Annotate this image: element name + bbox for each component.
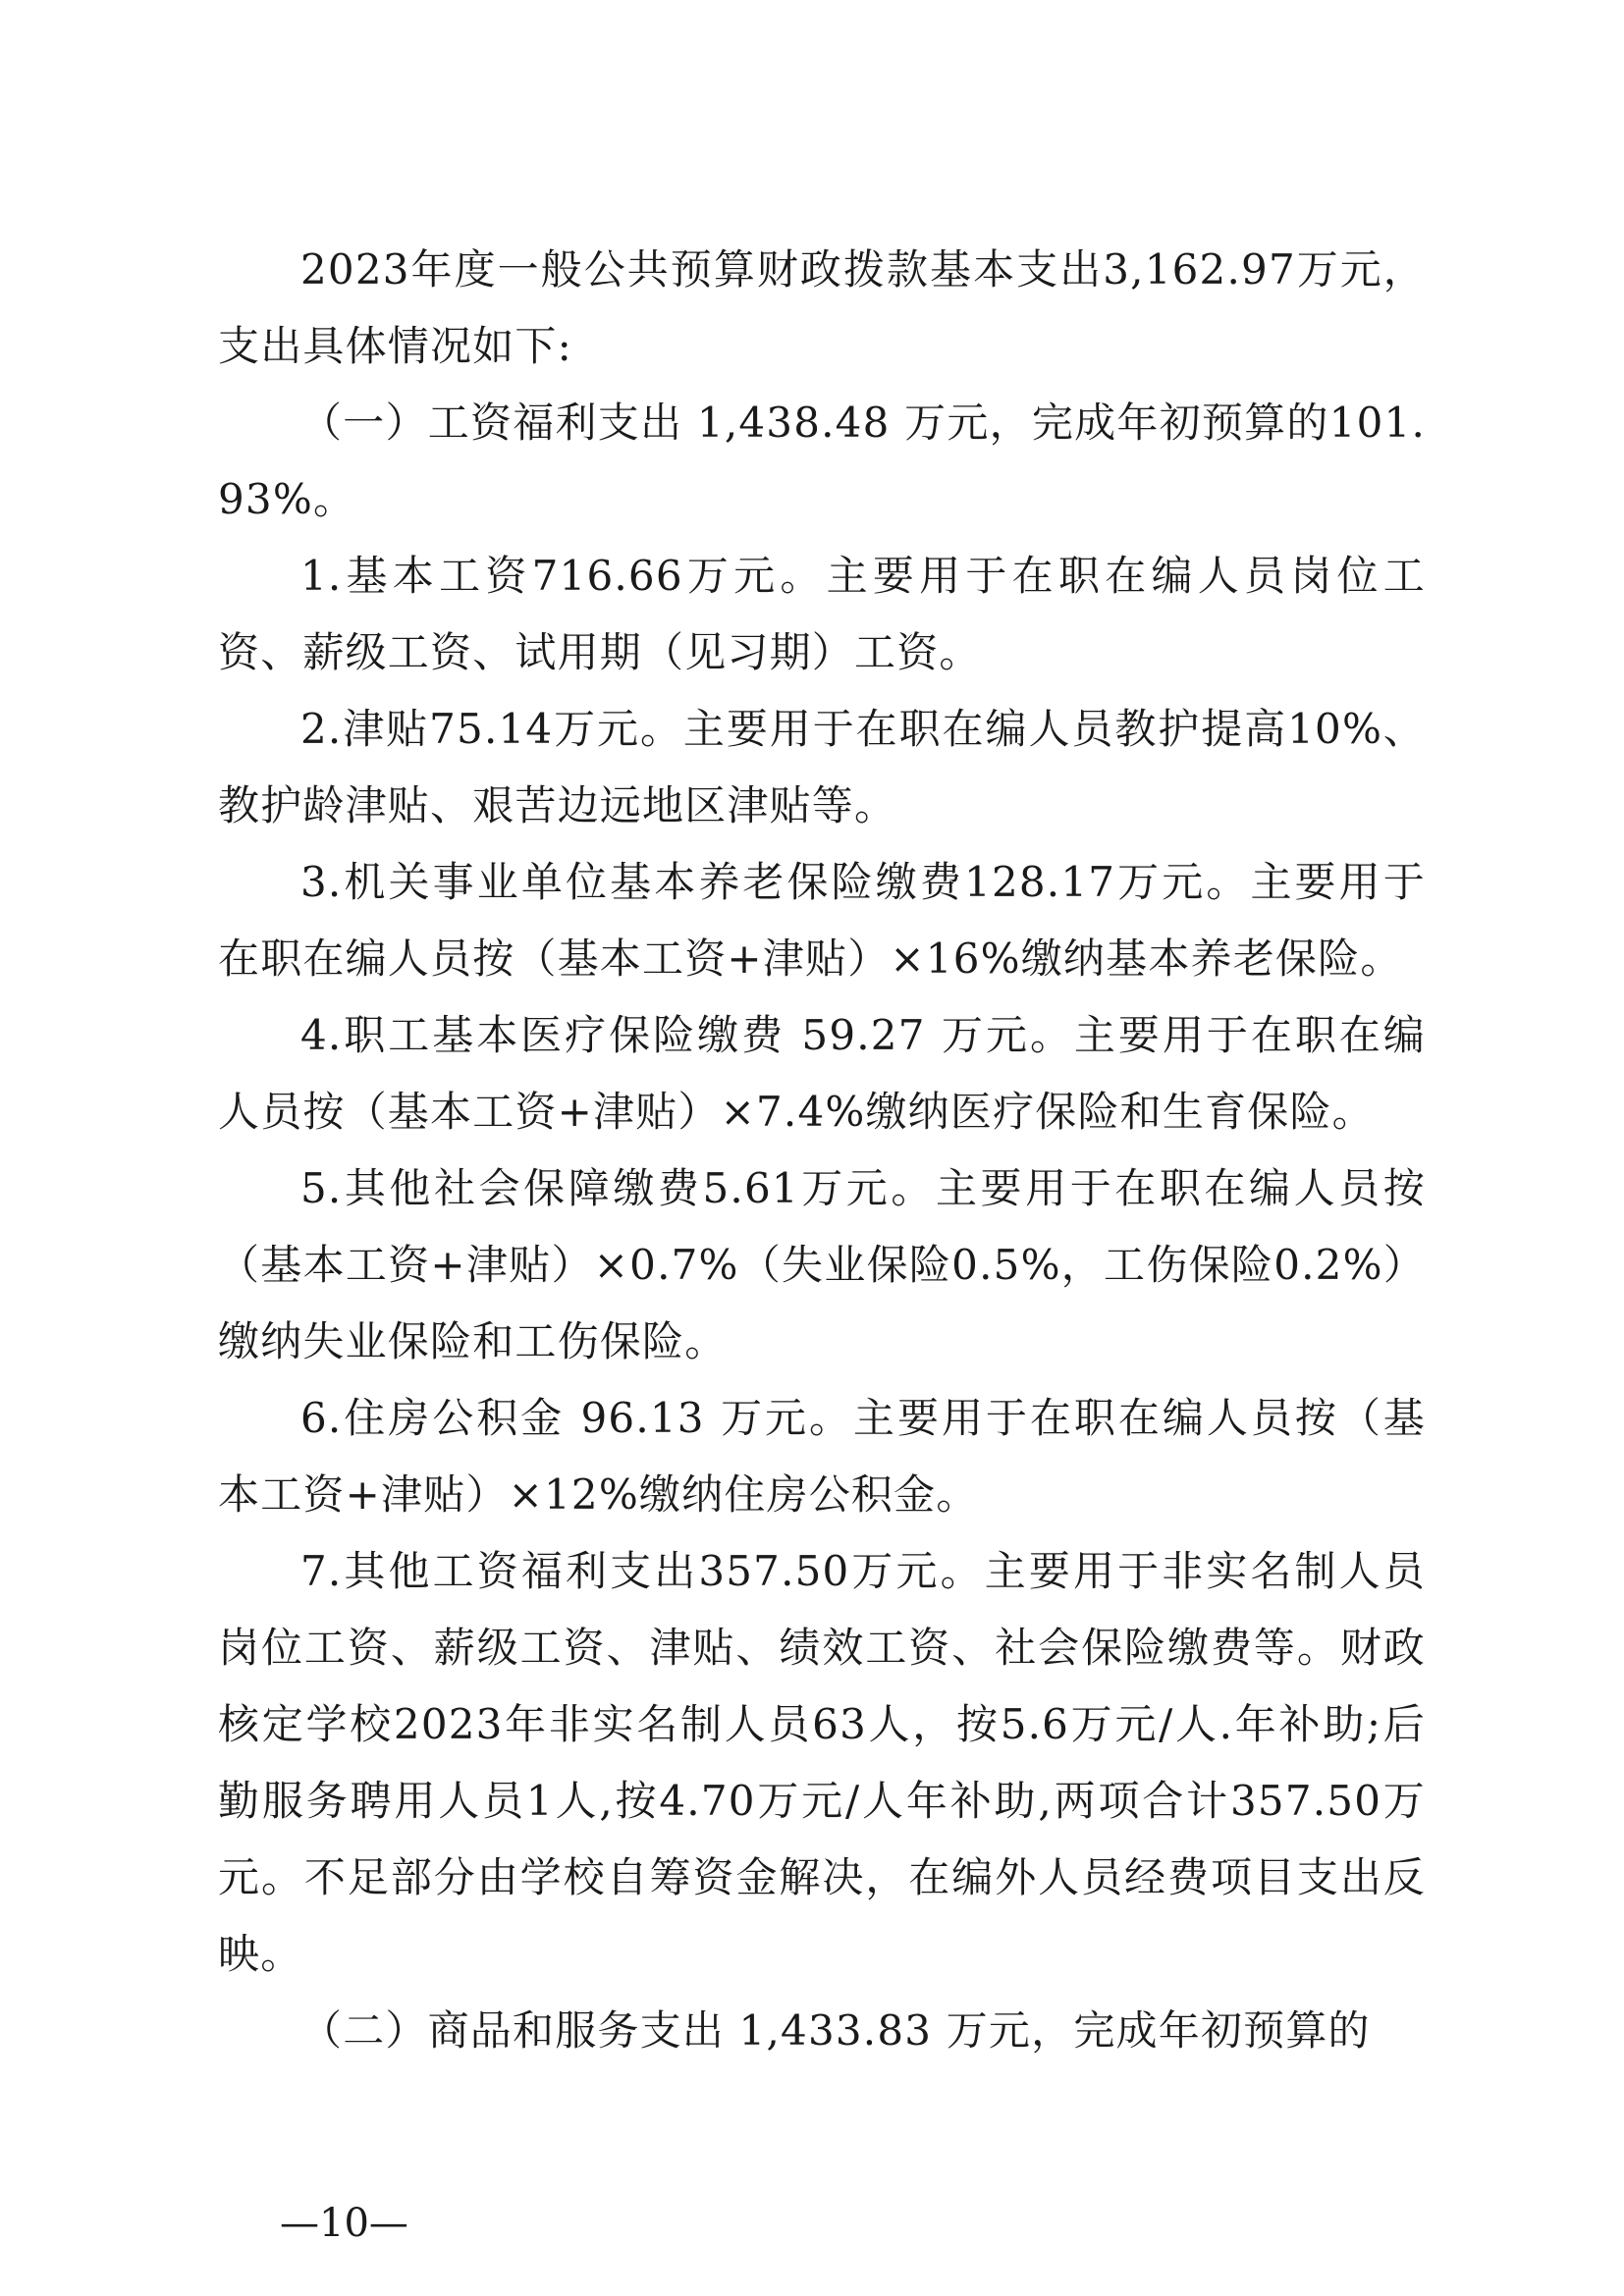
- page-number: —10—: [280, 2201, 408, 2246]
- paragraph-section-1-wages-welfare: （一）工资福利支出 1,438.48 万元，完成年初预算的101.93%。: [218, 399, 1426, 523]
- paragraph-item-2-allowance: 2.津贴75.14万元。主要用于在职在编人员教护提高10%、教护龄津贴、艰苦边远地区津贴等。: [218, 705, 1426, 829]
- paragraph-item-7-other-wages-welfare: 7.其他工资福利支出357.50万元。主要用于非实名制人员岗位工资、薪级工资、津贴、绩效工资、社会保险缴费等。财政核定学校2023年非实名制人员63人，按5.6万元/人.年补助;后勤服务聘用人员1人,按4.70万元/人年补助,两项合计357.50万元。不足部分由学校自筹资金解决，在编外人员经费项目支出反映。: [218, 1547, 1426, 1978]
- paragraph-section-2-goods-services: （二）商品和服务支出 1,433.83 万元，完成年初预算的: [300, 2006, 1371, 2055]
- paragraph-item-1-basic-salary: 1.基本工资716.66万元。主要用于在职在编人员岗位工资、薪级工资、试用期（见习期）工资。: [218, 552, 1426, 676]
- document-body: [218, 232, 1426, 2069]
- paragraph-item-3-pension-insurance: 3.机关事业单位基本养老保险缴费128.17万元。主要用于在职在编人员按（基本工资+津贴）×16%缴纳基本养老保险。: [218, 858, 1426, 983]
- paragraph-item-4-medical-insurance: 4.职工基本医疗保险缴费 59.27 万元。主要用于在职在编人员按（基本工资+津贴）×7.4%缴纳医疗保险和生育保险。: [218, 1011, 1426, 1136]
- paragraph-item-5-other-social-security: 5.其他社会保障缴费5.61万元。主要用于在职在编人员按（基本工资+津贴）×0.7%（失业保险0.5%，工伤保险0.2%）缴纳失业保险和工伤保险。: [218, 1164, 1426, 1365]
- paragraph-basic-expenditure-intro: 2023年度一般公共预算财政拨款基本支出3,162.97万元，支出具体情况如下:: [218, 245, 1426, 370]
- paragraph-item-6-housing-fund: 6.住房公积金 96.13 万元。主要用于在职在编人员按（基本工资+津贴）×12%缴纳住房公积金。: [218, 1394, 1426, 1519]
